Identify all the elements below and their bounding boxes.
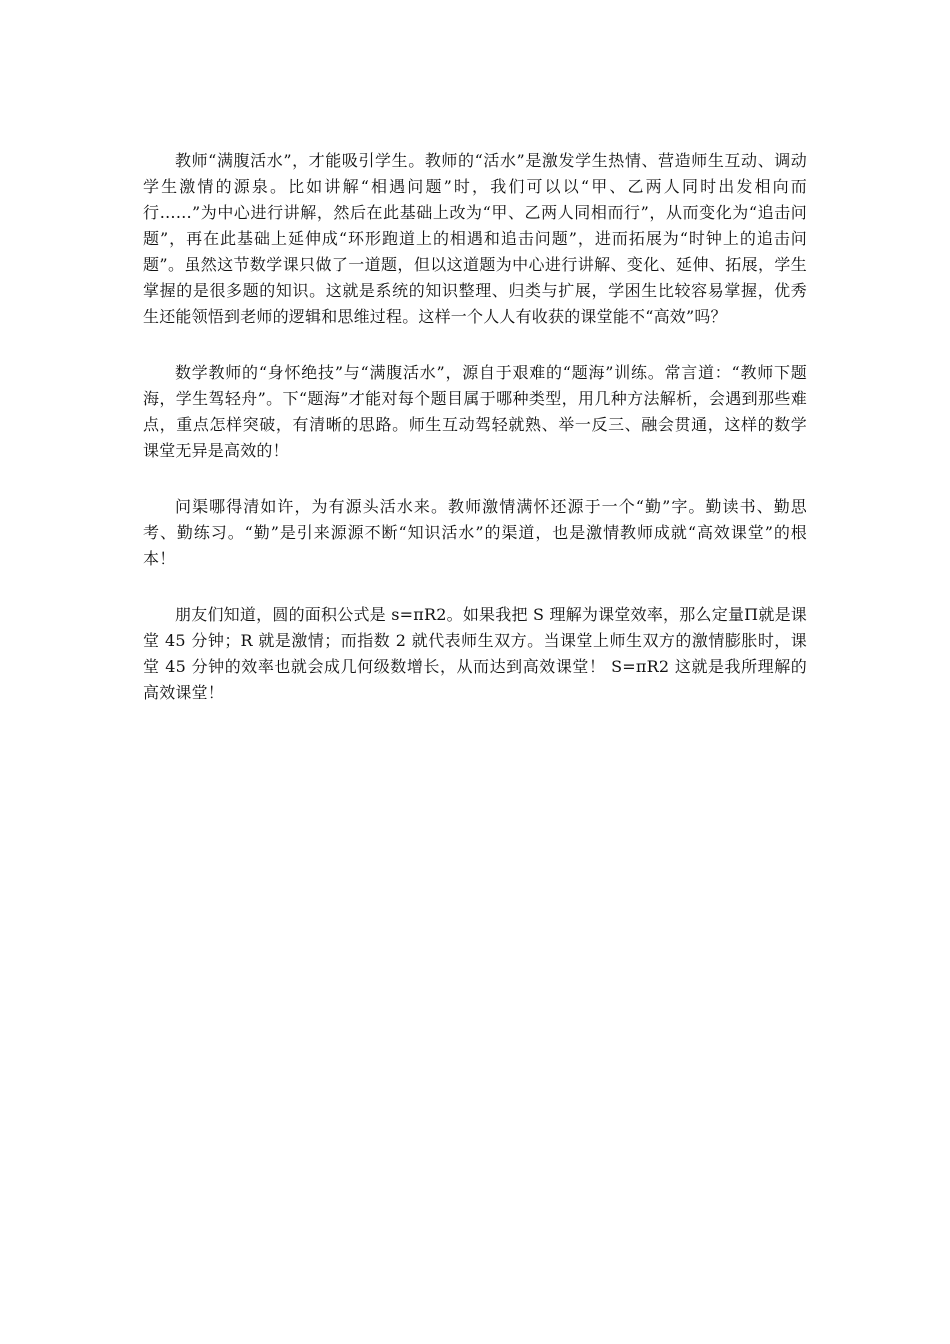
paragraph-3: 问渠哪得清如许，为有源头活水来。教师激情满怀还源于一个“勤”字。勤读书、勤思考、勤练习。“勤”是引来源源不断“知识活水”的渠道，也是激情教师成就“高效课堂”的根本！ bbox=[143, 497, 807, 568]
paragraph-1: 教师“满腹活水”，才能吸引学生。教师的“活水”是激发学生热情、营造师生互动、调动学生激情的源泉。比如讲解“相遇问题”时，我们可以以“甲、乙两人同时出发相向而行……”为中心进行讲解，然后在此基础上改为“甲、乙两人同相而行”，从而变化为“追击问题”，再在此基础上延伸成“环形跑道上的相遇和追击问题”，进而拓展为“时钟上的追击问题”。虽然这节数学课只做了一道题，但以这道题为中心进行讲解、变化、延伸、拓展，学生掌握的是很多题的知识。这就是系统的知识整理、归类与扩展，学困生比较容易掌握，优秀生还能领悟到老师的逻辑和思维过程。这样一个人人有收获的课堂能不“高效”吗？ bbox=[143, 151, 807, 326]
paragraph-4: 朋友们知道，圆的面积公式是 s=πR2。如果我把 S 理解为课堂效率，那么定量Π就是课堂 45 分钟；R 就是激情；而指数 2 就代表师生双方。当课堂上师生双方的激情膨胀时，课堂 45 分钟的效率也就会成几何级数增长，从而达到高效课堂！ S=πR2 这就是我所理解的高效课堂！ bbox=[143, 605, 807, 702]
document-body bbox=[143, 148, 807, 736]
paragraph-2: 数学教师的“身怀绝技”与“满腹活水”，源自于艰难的“题海”训练。常言道：“教师下题海，学生驾轻舟”。下“题海”才能对每个题目属于哪种类型，用几种方法解析，会遇到那些难点，重点怎样突破，有清晰的思路。师生互动驾轻就熟、举一反三、融会贯通，这样的数学课堂无异是高效的！ bbox=[143, 363, 807, 460]
